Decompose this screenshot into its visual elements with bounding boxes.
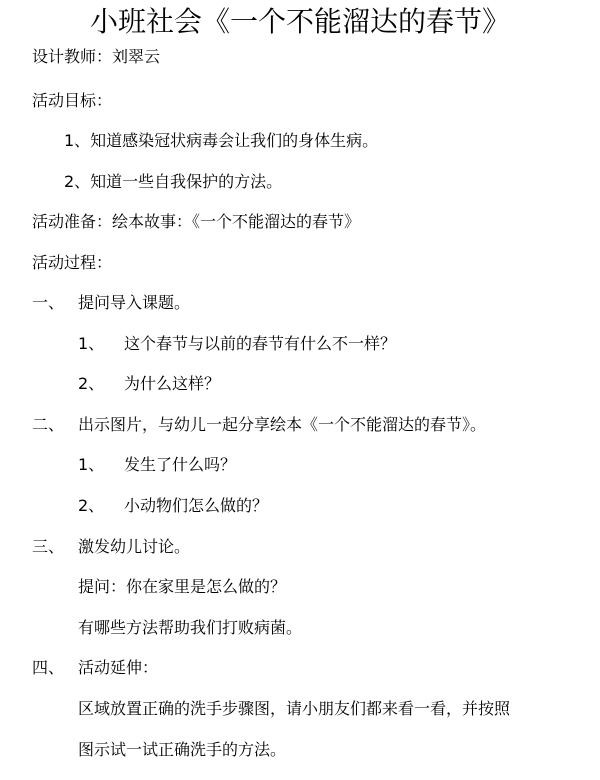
section-marker: 四、 bbox=[32, 658, 65, 677]
item-marker: 2、 bbox=[78, 496, 105, 515]
section-line: 图示试一试正确洗手的方法。 bbox=[78, 740, 287, 759]
section-heading: 活动延伸： bbox=[78, 658, 159, 677]
section-line: 提问：你在家里是怎么做的？ bbox=[78, 577, 287, 596]
goal-item: 2、知道一些自我保护的方法。 bbox=[64, 172, 283, 191]
goals-heading: 活动目标： bbox=[32, 91, 113, 110]
item-text: 小动物们怎么做的？ bbox=[124, 496, 269, 515]
preparation-line: 活动准备：绘本故事：《一个不能溜达的春节》 bbox=[32, 212, 361, 231]
section-heading: 提问导入课题。 bbox=[78, 293, 191, 312]
document-title: 小班社会《一个不能溜达的春节》 bbox=[89, 5, 510, 38]
section-marker: 二、 bbox=[32, 415, 65, 434]
section-line: 有哪些方法帮助我们打败病菌。 bbox=[78, 618, 303, 637]
section-line: 区域放置正确的洗手步骤图，请小朋友们都来看一看，并按照 bbox=[78, 699, 511, 718]
section-heading: 激发幼儿讨论。 bbox=[78, 537, 191, 556]
item-marker: 2、 bbox=[78, 374, 105, 393]
goal-item: 1、知道感染冠状病毒会让我们的身体生病。 bbox=[64, 131, 379, 150]
item-marker: 1、 bbox=[78, 334, 105, 353]
item-text: 为什么这样？ bbox=[124, 374, 221, 393]
item-marker: 1、 bbox=[78, 455, 105, 474]
designer-line: 设计教师：刘翠云 bbox=[32, 47, 161, 66]
section-marker: 三、 bbox=[32, 537, 65, 556]
item-text: 这个春节与以前的春节有什么不一样？ bbox=[124, 334, 397, 353]
process-heading: 活动过程： bbox=[32, 253, 113, 272]
section-marker: 一、 bbox=[32, 293, 65, 312]
section-heading: 出示图片，与幼儿一起分享绘本《一个不能溜达的春节》。 bbox=[78, 415, 487, 434]
item-text: 发生了什么吗？ bbox=[124, 455, 237, 474]
